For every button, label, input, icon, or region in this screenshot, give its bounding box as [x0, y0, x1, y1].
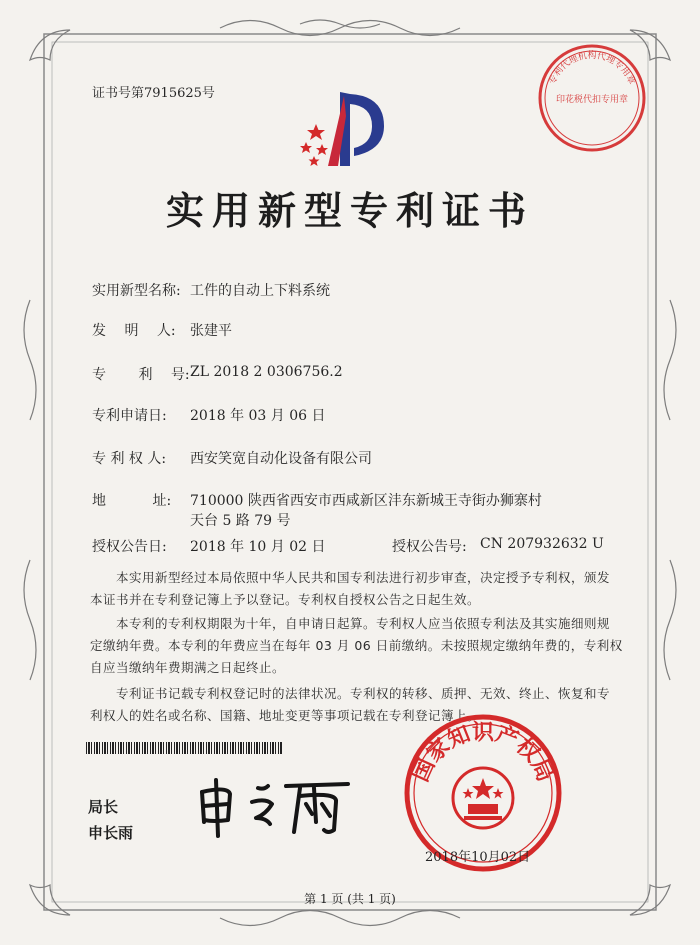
body-line-3: 本专利的专利权期限为十年，自申请日起算。专利权人应当依照专利法及其实施细则规	[116, 616, 611, 631]
field-label-patentee: 专 利 权 人:	[92, 451, 167, 467]
field-value-filing-date: 2018 年 03 月 06 日	[190, 408, 326, 424]
patent-office-logo-icon	[292, 86, 402, 172]
field-value-grant-no: CN 207932632 U	[480, 536, 604, 552]
body-line-5: 自应当缴纳年费期满之日起终止。	[90, 660, 286, 675]
main-seal-ring-text: 国家知识产权局	[408, 720, 558, 786]
barcode	[86, 742, 282, 754]
signature-role: 局长	[88, 798, 119, 816]
agency-seal-inner-text: 印花税代扣专用章	[555, 95, 629, 105]
certificate-number: 证书号第7915625号	[92, 86, 215, 101]
agency-seal-ring-text: 专利代理机构代理专用章	[547, 51, 637, 87]
agency-seal-icon	[536, 42, 648, 154]
body-line-4: 定缴纳年费。本专利的年费应当在每年 03 月 06 日前缴纳。未按照规定缴纳年费的，专利权	[90, 638, 623, 653]
field-value-patent-no: ZL 2018 2 0306756.2	[190, 364, 343, 380]
svg-text:国家知识产权局	[408, 720, 557, 785]
field-label-name: 实用新型名称:	[92, 283, 181, 299]
field-value-address-line2: 天台 5 路 79 号	[190, 513, 291, 529]
field-label-grant-date: 授权公告日:	[92, 539, 167, 555]
field-label-inventor: 发 明 人:	[92, 323, 176, 339]
field-value-patentee: 西安笑宽自动化设备有限公司	[190, 451, 372, 467]
field-label-filing-date: 专利申请日:	[92, 408, 167, 424]
page-footer: 第 1 页 (共 1 页)	[304, 892, 396, 906]
field-value-name: 工件的自动上下料系统	[190, 283, 330, 299]
page-title: 实用新型专利证书	[165, 189, 534, 233]
svg-text:专利代理机构代理专用章	[546, 49, 638, 86]
field-label-grant-no: 授权公告号:	[392, 539, 467, 555]
body-line-7: 利权人的姓名或名称、国籍、地址变更等事项记载在专利登记簿上。	[90, 708, 481, 723]
handwritten-signature	[188, 774, 358, 840]
body-line-1: 本实用新型经过本局依照中华人民共和国专利法进行初步审查，决定授予专利权，颁发	[116, 570, 611, 585]
field-value-inventor: 张建平	[190, 323, 232, 339]
signature-name: 申长雨	[88, 824, 134, 842]
field-label-address: 地 址:	[92, 493, 172, 509]
field-value-grant-date: 2018 年 10 月 02 日	[190, 539, 326, 555]
seal-date: 2018年10月02日	[425, 850, 531, 865]
field-value-address-line1: 710000 陕西省西安市西咸新区沣东新城王寺街办狮寨村	[190, 493, 542, 509]
body-line-6: 专利证书记载专利权登记时的法律状况。专利权的转移、质押、无效、终止、恢复和专	[116, 686, 611, 701]
body-line-2: 本证书并在专利登记簿上予以登记。专利权自授权公告之日起生效。	[90, 592, 481, 607]
field-label-patent-no: 专 利 号:	[92, 367, 190, 383]
